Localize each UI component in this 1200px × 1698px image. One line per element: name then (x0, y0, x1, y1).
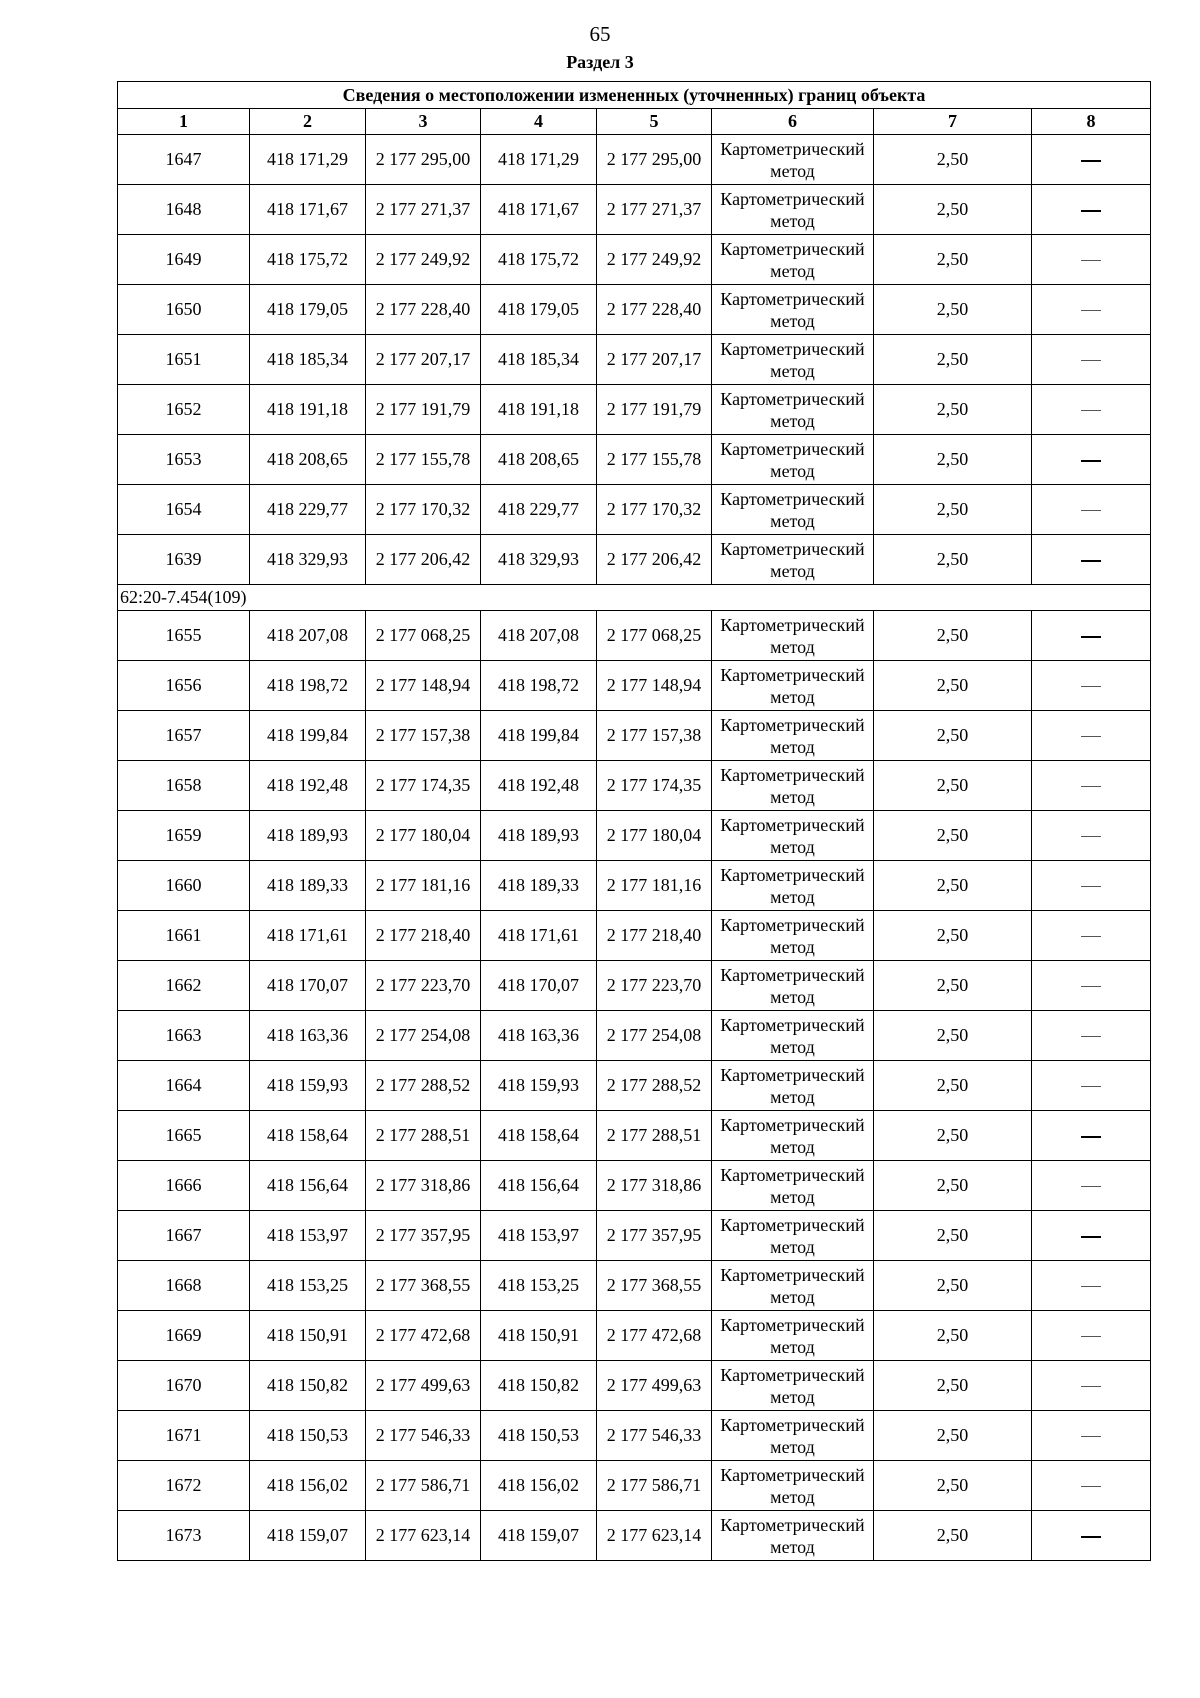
x-existing-cell: 418 189,93 (250, 811, 366, 861)
table-caption: Сведения о местоположении измененных (уточненных) границ объекта (118, 82, 1151, 109)
table-row (118, 861, 1151, 911)
x-existing-cell: 418 171,29 (250, 135, 366, 185)
table-row (118, 485, 1151, 535)
method-cell: Картометрический метод (712, 961, 874, 1011)
x-new-cell: 418 171,67 (481, 185, 597, 235)
note-cell (1032, 1411, 1151, 1461)
x-new-cell: 418 150,53 (481, 1411, 597, 1461)
section-title: Раздел 3 (566, 52, 634, 72)
method-cell: Картометрический метод (712, 385, 874, 435)
table-row (118, 1011, 1151, 1061)
x-new-cell: 418 189,93 (481, 811, 597, 861)
point-number-cell: 1664 (118, 1061, 250, 1111)
x-existing-cell: 418 208,65 (250, 435, 366, 485)
y-existing-cell: 2 177 288,51 (366, 1111, 481, 1161)
y-existing-cell: 2 177 472,68 (366, 1311, 481, 1361)
y-new-cell: 2 177 472,68 (597, 1311, 712, 1361)
table-row (118, 811, 1151, 861)
point-number-cell: 1660 (118, 861, 250, 911)
x-existing-cell: 418 158,64 (250, 1111, 366, 1161)
table-row (118, 1361, 1151, 1411)
dash-mark (1081, 936, 1101, 937)
y-new-cell: 2 177 295,00 (597, 135, 712, 185)
point-number-cell: 1659 (118, 811, 250, 861)
accuracy-cell: 2,50 (874, 1261, 1032, 1311)
column-number: 6 (712, 109, 874, 135)
point-number-cell: 1673 (118, 1511, 250, 1561)
point-number-cell: 1669 (118, 1311, 250, 1361)
y-new-cell: 2 177 207,17 (597, 335, 712, 385)
x-existing-cell: 418 171,67 (250, 185, 366, 235)
method-cell: Картометрический метод (712, 1411, 874, 1461)
note-cell (1032, 1111, 1151, 1161)
y-existing-cell: 2 177 148,94 (366, 661, 481, 711)
accuracy-cell: 2,50 (874, 1011, 1032, 1061)
y-new-cell: 2 177 254,08 (597, 1011, 712, 1061)
y-new-cell: 2 177 368,55 (597, 1261, 712, 1311)
point-number-cell: 1666 (118, 1161, 250, 1211)
page-number: 65 (589, 22, 611, 46)
point-number-cell: 1651 (118, 335, 250, 385)
method-cell: Картометрический метод (712, 711, 874, 761)
y-existing-cell: 2 177 207,17 (366, 335, 481, 385)
y-existing-cell: 2 177 228,40 (366, 285, 481, 335)
point-number-cell: 1670 (118, 1361, 250, 1411)
y-new-cell: 2 177 206,42 (597, 535, 712, 585)
table-row (118, 1511, 1151, 1561)
x-new-cell: 418 191,18 (481, 385, 597, 435)
table-row (118, 335, 1151, 385)
x-new-cell: 418 229,77 (481, 485, 597, 535)
dash-mark (1081, 1536, 1101, 1538)
x-existing-cell: 418 207,08 (250, 611, 366, 661)
accuracy-cell: 2,50 (874, 1311, 1032, 1361)
method-cell: Картометрический метод (712, 811, 874, 861)
x-existing-cell: 418 150,82 (250, 1361, 366, 1411)
note-cell (1032, 1461, 1151, 1511)
method-cell: Картометрический метод (712, 1511, 874, 1561)
y-new-cell: 2 177 180,04 (597, 811, 712, 861)
point-number-cell: 1653 (118, 435, 250, 485)
table-row (118, 1261, 1151, 1311)
x-existing-cell: 418 185,34 (250, 335, 366, 385)
note-cell (1032, 1511, 1151, 1561)
table-row (118, 435, 1151, 485)
group-label: 62:20-7.454(109) (118, 585, 1151, 611)
table-row (118, 1211, 1151, 1261)
x-existing-cell: 418 159,07 (250, 1511, 366, 1561)
table-row (118, 385, 1151, 435)
y-existing-cell: 2 177 249,92 (366, 235, 481, 285)
accuracy-cell: 2,50 (874, 661, 1032, 711)
y-existing-cell: 2 177 586,71 (366, 1461, 481, 1511)
dash-mark (1081, 1286, 1101, 1287)
method-cell: Картометрический метод (712, 1211, 874, 1261)
y-existing-cell: 2 177 357,95 (366, 1211, 481, 1261)
column-number: 2 (250, 109, 366, 135)
x-existing-cell: 418 156,64 (250, 1161, 366, 1211)
method-cell: Картометрический метод (712, 661, 874, 711)
method-cell: Картометрический метод (712, 135, 874, 185)
y-existing-cell: 2 177 223,70 (366, 961, 481, 1011)
note-cell (1032, 961, 1151, 1011)
x-new-cell: 418 207,08 (481, 611, 597, 661)
y-existing-cell: 2 177 181,16 (366, 861, 481, 911)
accuracy-cell: 2,50 (874, 1211, 1032, 1261)
accuracy-cell: 2,50 (874, 235, 1032, 285)
accuracy-cell: 2,50 (874, 1111, 1032, 1161)
x-existing-cell: 418 189,33 (250, 861, 366, 911)
note-cell (1032, 611, 1151, 661)
dash-mark (1081, 636, 1101, 638)
x-new-cell: 418 150,91 (481, 1311, 597, 1361)
x-new-cell: 418 153,97 (481, 1211, 597, 1261)
x-new-cell: 418 158,64 (481, 1111, 597, 1161)
accuracy-cell: 2,50 (874, 285, 1032, 335)
x-existing-cell: 418 329,93 (250, 535, 366, 585)
table-row (118, 1161, 1151, 1211)
y-existing-cell: 2 177 318,86 (366, 1161, 481, 1211)
point-number-cell: 1672 (118, 1461, 250, 1511)
y-existing-cell: 2 177 546,33 (366, 1411, 481, 1461)
point-number-cell: 1656 (118, 661, 250, 711)
note-cell (1032, 1261, 1151, 1311)
accuracy-cell: 2,50 (874, 1461, 1032, 1511)
note-cell (1032, 911, 1151, 961)
x-existing-cell: 418 191,18 (250, 385, 366, 435)
point-number-cell: 1668 (118, 1261, 250, 1311)
note-cell (1032, 1011, 1151, 1061)
x-existing-cell: 418 153,25 (250, 1261, 366, 1311)
table-row (118, 961, 1151, 1011)
x-existing-cell: 418 153,97 (250, 1211, 366, 1261)
table-row (118, 911, 1151, 961)
y-existing-cell: 2 177 174,35 (366, 761, 481, 811)
dash-mark (1081, 736, 1101, 737)
point-number-cell: 1658 (118, 761, 250, 811)
x-existing-cell: 418 171,61 (250, 911, 366, 961)
method-cell: Картометрический метод (712, 1161, 874, 1211)
accuracy-cell: 2,50 (874, 861, 1032, 911)
x-existing-cell: 418 198,72 (250, 661, 366, 711)
y-new-cell: 2 177 170,32 (597, 485, 712, 535)
accuracy-cell: 2,50 (874, 435, 1032, 485)
x-new-cell: 418 198,72 (481, 661, 597, 711)
accuracy-cell: 2,50 (874, 1161, 1032, 1211)
point-number-cell: 1663 (118, 1011, 250, 1061)
x-new-cell: 418 171,61 (481, 911, 597, 961)
dash-mark (1081, 686, 1101, 687)
y-existing-cell: 2 177 623,14 (366, 1511, 481, 1561)
x-new-cell: 418 179,05 (481, 285, 597, 335)
accuracy-cell: 2,50 (874, 1061, 1032, 1111)
dash-mark (1081, 1386, 1101, 1387)
accuracy-cell: 2,50 (874, 1511, 1032, 1561)
point-number-cell: 1671 (118, 1411, 250, 1461)
table-row (118, 185, 1151, 235)
dash-mark (1081, 1136, 1101, 1138)
y-new-cell: 2 177 068,25 (597, 611, 712, 661)
y-existing-cell: 2 177 288,52 (366, 1061, 481, 1111)
group-header-row (118, 585, 1151, 611)
x-new-cell: 418 159,93 (481, 1061, 597, 1111)
method-cell: Картометрический метод (712, 1111, 874, 1161)
table-body (118, 82, 1151, 1561)
x-new-cell: 418 208,65 (481, 435, 597, 485)
dash-mark (1081, 1436, 1101, 1437)
y-new-cell: 2 177 318,86 (597, 1161, 712, 1211)
note-cell (1032, 711, 1151, 761)
x-new-cell: 418 189,33 (481, 861, 597, 911)
y-existing-cell: 2 177 295,00 (366, 135, 481, 185)
dash-mark (1081, 460, 1101, 462)
x-new-cell: 418 156,02 (481, 1461, 597, 1511)
note-cell (1032, 661, 1151, 711)
point-number-cell: 1654 (118, 485, 250, 535)
dash-mark (1081, 160, 1101, 162)
accuracy-cell: 2,50 (874, 135, 1032, 185)
x-new-cell: 418 170,07 (481, 961, 597, 1011)
column-number: 4 (481, 109, 597, 135)
x-existing-cell: 418 156,02 (250, 1461, 366, 1511)
dash-mark (1081, 786, 1101, 787)
dash-mark (1081, 986, 1101, 987)
y-existing-cell: 2 177 254,08 (366, 1011, 481, 1061)
table-row (118, 1111, 1151, 1161)
x-existing-cell: 418 150,91 (250, 1311, 366, 1361)
y-new-cell: 2 177 148,94 (597, 661, 712, 711)
accuracy-cell: 2,50 (874, 961, 1032, 1011)
y-new-cell: 2 177 288,51 (597, 1111, 712, 1161)
y-new-cell: 2 177 191,79 (597, 385, 712, 435)
x-new-cell: 418 329,93 (481, 535, 597, 585)
note-cell (1032, 285, 1151, 335)
x-new-cell: 418 159,07 (481, 1511, 597, 1561)
dash-mark (1081, 560, 1101, 562)
method-cell: Картометрический метод (712, 1011, 874, 1061)
x-new-cell: 418 192,48 (481, 761, 597, 811)
method-cell: Картометрический метод (712, 1261, 874, 1311)
note-cell (1032, 435, 1151, 485)
table-row (118, 1411, 1151, 1461)
y-existing-cell: 2 177 180,04 (366, 811, 481, 861)
y-new-cell: 2 177 157,38 (597, 711, 712, 761)
x-existing-cell: 418 150,53 (250, 1411, 366, 1461)
accuracy-cell: 2,50 (874, 711, 1032, 761)
note-cell (1032, 1061, 1151, 1111)
table-row (118, 761, 1151, 811)
method-cell: Картометрический метод (712, 285, 874, 335)
table-row (118, 661, 1151, 711)
y-new-cell: 2 177 223,70 (597, 961, 712, 1011)
x-existing-cell: 418 163,36 (250, 1011, 366, 1061)
dash-mark (1081, 210, 1101, 212)
y-new-cell: 2 177 271,37 (597, 185, 712, 235)
dash-mark (1081, 360, 1101, 361)
note-cell (1032, 335, 1151, 385)
accuracy-cell: 2,50 (874, 1361, 1032, 1411)
method-cell: Картометрический метод (712, 611, 874, 661)
dash-mark (1081, 260, 1101, 261)
dash-mark (1081, 1486, 1101, 1487)
dash-mark (1081, 1236, 1101, 1238)
table-row (118, 1311, 1151, 1361)
dash-mark (1081, 886, 1101, 887)
point-number-cell: 1657 (118, 711, 250, 761)
point-number-cell: 1647 (118, 135, 250, 185)
accuracy-cell: 2,50 (874, 811, 1032, 861)
y-existing-cell: 2 177 157,38 (366, 711, 481, 761)
dash-mark (1081, 1086, 1101, 1087)
table-row (118, 1461, 1151, 1511)
method-cell: Картометрический метод (712, 485, 874, 535)
table-row (118, 711, 1151, 761)
accuracy-cell: 2,50 (874, 485, 1032, 535)
accuracy-cell: 2,50 (874, 1411, 1032, 1461)
dash-mark (1081, 410, 1101, 411)
point-number-cell: 1652 (118, 385, 250, 435)
table-row (118, 1061, 1151, 1111)
note-cell (1032, 1161, 1151, 1211)
x-existing-cell: 418 170,07 (250, 961, 366, 1011)
column-number: 3 (366, 109, 481, 135)
dash-mark (1081, 1186, 1101, 1187)
y-existing-cell: 2 177 271,37 (366, 185, 481, 235)
method-cell: Картометрический метод (712, 1461, 874, 1511)
accuracy-cell: 2,50 (874, 761, 1032, 811)
note-cell (1032, 811, 1151, 861)
y-existing-cell: 2 177 155,78 (366, 435, 481, 485)
note-cell (1032, 1211, 1151, 1261)
y-new-cell: 2 177 623,14 (597, 1511, 712, 1561)
x-existing-cell: 418 159,93 (250, 1061, 366, 1111)
accuracy-cell: 2,50 (874, 335, 1032, 385)
method-cell: Картометрический метод (712, 1361, 874, 1411)
table-row (118, 285, 1151, 335)
point-number-cell: 1665 (118, 1111, 250, 1161)
note-cell (1032, 535, 1151, 585)
accuracy-cell: 2,50 (874, 385, 1032, 435)
dash-mark (1081, 310, 1101, 311)
note-cell (1032, 135, 1151, 185)
dash-mark (1081, 1036, 1101, 1037)
x-existing-cell: 418 229,77 (250, 485, 366, 535)
y-existing-cell: 2 177 170,32 (366, 485, 481, 535)
column-number: 8 (1032, 109, 1151, 135)
accuracy-cell: 2,50 (874, 911, 1032, 961)
y-new-cell: 2 177 546,33 (597, 1411, 712, 1461)
x-new-cell: 418 156,64 (481, 1161, 597, 1211)
y-new-cell: 2 177 155,78 (597, 435, 712, 485)
point-number-cell: 1639 (118, 535, 250, 585)
y-existing-cell: 2 177 218,40 (366, 911, 481, 961)
y-new-cell: 2 177 499,63 (597, 1361, 712, 1411)
method-cell: Картометрический метод (712, 761, 874, 811)
dash-mark (1081, 836, 1101, 837)
column-number: 7 (874, 109, 1032, 135)
method-cell: Картометрический метод (712, 235, 874, 285)
table-row (118, 535, 1151, 585)
method-cell: Картометрический метод (712, 435, 874, 485)
table-row (118, 235, 1151, 285)
note-cell (1032, 485, 1151, 535)
coordinates-table (117, 81, 1151, 1561)
method-cell: Картометрический метод (712, 1061, 874, 1111)
y-existing-cell: 2 177 191,79 (366, 385, 481, 435)
y-new-cell: 2 177 181,16 (597, 861, 712, 911)
x-existing-cell: 418 192,48 (250, 761, 366, 811)
note-cell (1032, 185, 1151, 235)
y-existing-cell: 2 177 499,63 (366, 1361, 481, 1411)
method-cell: Картометрический метод (712, 861, 874, 911)
y-existing-cell: 2 177 206,42 (366, 535, 481, 585)
point-number-cell: 1648 (118, 185, 250, 235)
point-number-cell: 1655 (118, 611, 250, 661)
note-cell (1032, 385, 1151, 435)
y-new-cell: 2 177 249,92 (597, 235, 712, 285)
y-new-cell: 2 177 228,40 (597, 285, 712, 335)
y-new-cell: 2 177 586,71 (597, 1461, 712, 1511)
x-existing-cell: 418 179,05 (250, 285, 366, 335)
point-number-cell: 1661 (118, 911, 250, 961)
y-existing-cell: 2 177 068,25 (366, 611, 481, 661)
table-caption-row (118, 82, 1151, 109)
x-new-cell: 418 185,34 (481, 335, 597, 385)
method-cell: Картометрический метод (712, 185, 874, 235)
table-row (118, 135, 1151, 185)
dash-mark (1081, 1336, 1101, 1337)
x-new-cell: 418 150,82 (481, 1361, 597, 1411)
x-new-cell: 418 175,72 (481, 235, 597, 285)
table-row (118, 611, 1151, 661)
x-new-cell: 418 153,25 (481, 1261, 597, 1311)
point-number-cell: 1649 (118, 235, 250, 285)
x-new-cell: 418 171,29 (481, 135, 597, 185)
y-new-cell: 2 177 174,35 (597, 761, 712, 811)
accuracy-cell: 2,50 (874, 185, 1032, 235)
note-cell (1032, 235, 1151, 285)
method-cell: Картометрический метод (712, 1311, 874, 1361)
x-new-cell: 418 199,84 (481, 711, 597, 761)
column-number: 5 (597, 109, 712, 135)
method-cell: Картометрический метод (712, 535, 874, 585)
y-existing-cell: 2 177 368,55 (366, 1261, 481, 1311)
point-number-cell: 1662 (118, 961, 250, 1011)
dash-mark (1081, 510, 1101, 511)
point-number-cell: 1650 (118, 285, 250, 335)
note-cell (1032, 1311, 1151, 1361)
note-cell (1032, 1361, 1151, 1411)
y-new-cell: 2 177 357,95 (597, 1211, 712, 1261)
note-cell (1032, 861, 1151, 911)
y-new-cell: 2 177 288,52 (597, 1061, 712, 1111)
note-cell (1032, 761, 1151, 811)
point-number-cell: 1667 (118, 1211, 250, 1261)
x-existing-cell: 418 175,72 (250, 235, 366, 285)
x-existing-cell: 418 199,84 (250, 711, 366, 761)
x-new-cell: 418 163,36 (481, 1011, 597, 1061)
column-number: 1 (118, 109, 250, 135)
method-cell: Картометрический метод (712, 911, 874, 961)
accuracy-cell: 2,50 (874, 611, 1032, 661)
column-number-row (118, 109, 1151, 135)
method-cell: Картометрический метод (712, 335, 874, 385)
y-new-cell: 2 177 218,40 (597, 911, 712, 961)
accuracy-cell: 2,50 (874, 535, 1032, 585)
